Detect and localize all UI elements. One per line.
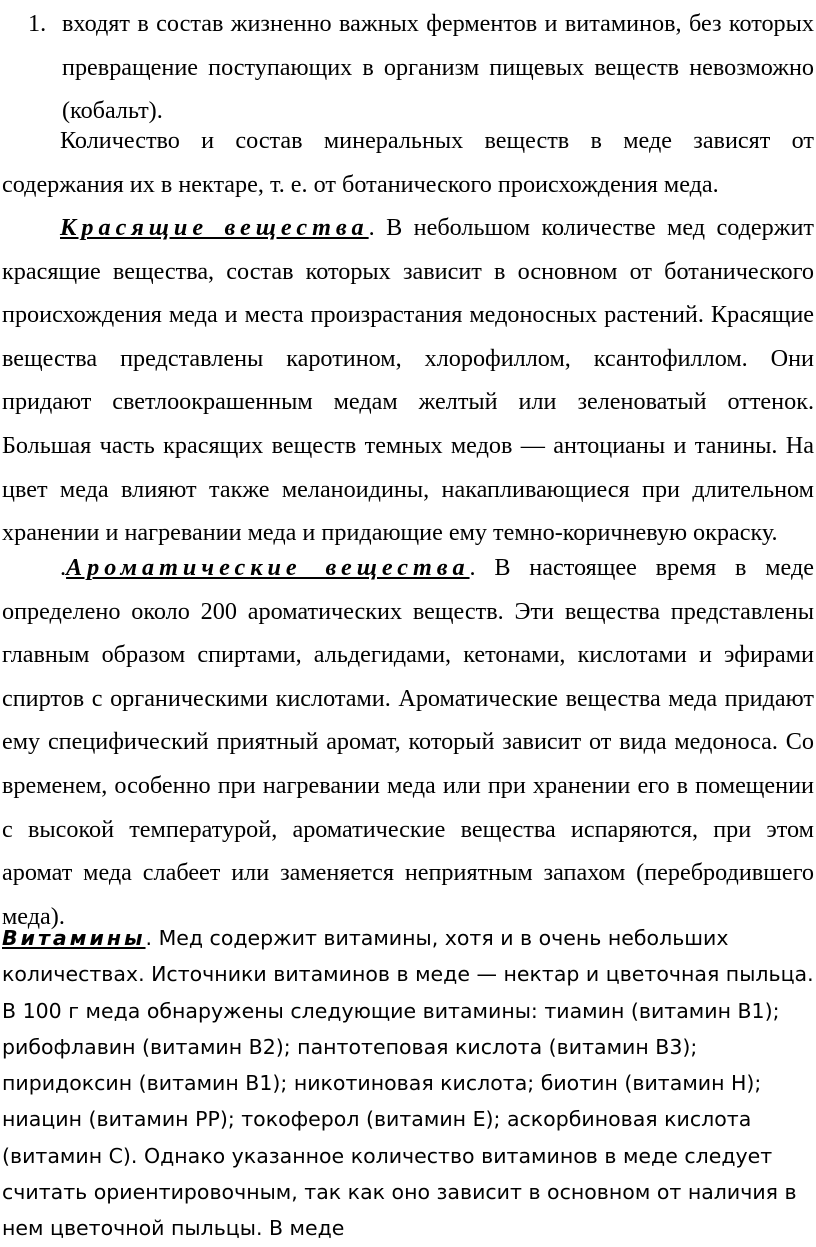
paragraph-coloring-substances <box>2 206 814 555</box>
aroma-prefix: . <box>60 554 67 581</box>
term-coloring-substances: Красящие вещества <box>60 214 369 241</box>
term-vitamins: Витамины <box>2 926 146 950</box>
paragraph-vitamins <box>2 920 814 1247</box>
list-number: 1. <box>28 10 47 37</box>
list-item-text: входят в состав жизненно важных ферментов и витаминов, без которых превращение поступающих в организм пищевых веществ невозможно (кобальт). <box>62 10 814 125</box>
paragraph-aromatic-substances <box>2 546 814 938</box>
list-item <box>2 2 814 133</box>
vitamins-text: . Мед содержит витамины, хотя и в очень небольших количествах. Источники витаминов в меде — нектар и цветочная пыльца. В 100 г меда обнаружены следующие витамины: тиамин (витамин В1); рибофлавин (витамин В2); пантотеповая кислота (витамин В3); пиридоксин (витамин В1); никотиновая кислота; биотин (витамин Н); ниацин (витамин РР); токоферол (витамин Е); аскорбиновая кислота (витамин С). Однако указанное количество витаминов в меде следует считать ориентировочным, так как оно зависит в основном от наличия в нем цветочной пыльцы. В меде <box>2 926 814 1241</box>
term-aromatic-substances: Ароматические вещества <box>66 554 470 581</box>
paragraph-minerals: Количество и состав минеральных веществ в меде зависят от содержания их в нектаре, т. е. от ботанического происхождения меда. <box>2 127 814 198</box>
aromatic-substances-text: . В настоящее время в меде определено около 200 ароматических веществ. Эти вещества представлены главным образом спиртами, альдегидами, кетонами, кислотами и эфирами спиртов с органическими кислотами. Ароматические вещества меда придают ему специфический приятный аромат, который зависит от вида медоноса. Со временем, особенно при нагревании меда или при хранении его в помещении с высокой температурой, ароматические вещества испаряются, при этом аромат меда слабеет или заменяется неприятным запахом (перебродившего меда). <box>2 554 814 930</box>
coloring-substances-text: . В небольшом количестве мед содержит красящие вещества, состав которых зависит в основном от ботанического происхождения меда и места произрастания медоносных растений. Красящие вещества представлены каротином, хлорофиллом, ксантофиллом. Они придают светлоокрашенным медам желтый или зеленоватый оттенок. Большая часть красящих веществ темных медов — антоцианы и танины. На цвет меда влияют также меланоидины, накапливающиеся при длительном хранении и нагревании меда и придающие ему темно-коричневую окраску. <box>2 214 814 547</box>
